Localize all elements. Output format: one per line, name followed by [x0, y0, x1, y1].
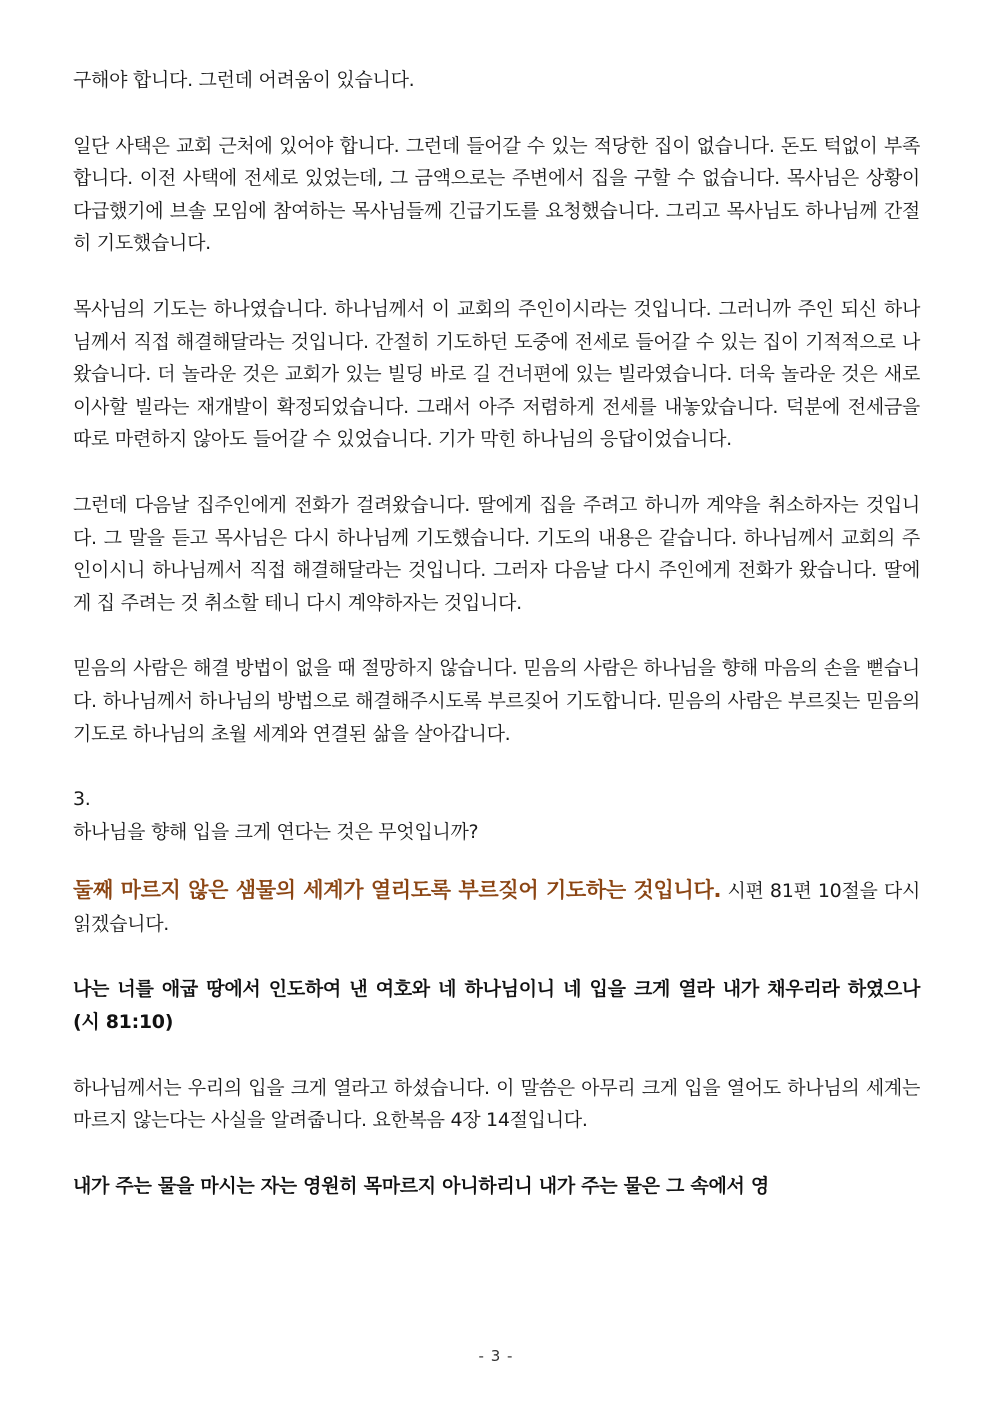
paragraph-4: 그런데 다음날 집주인에게 전화가 걸려왔습니다. 딸에게 집을 주려고 하니까 계약을 취소하자는 것입니다. 그 말을 듣고 목사님은 다시 하나님께 기도했습니다. 기도의 내용은 같습니다. 하나님께서 교회의 주인이시니 하나님께서 직접 해결해달라는 것입니다. 그러자 다음날 다시 주인에게 전화가 왔습니다. 딸에게 집 주려는 것 취소할 테니 다시 계약하자는 것입니다.: [73, 493, 920, 614]
paragraph-5: 믿음의 사람은 해결 방법이 없을 때 절망하지 않습니다. 믿음의 사람은 하나님을 향해 마음의 손을 뻗습니다. 하나님께서 하나님의 방법으로 해결해주시도록 부르짖어 기도합니다. 믿음의 사람은 부르짖는 믿음의 기도로 하나님의 초월 세계와 연결된 삶을 살아갑니다.: [73, 657, 920, 745]
scripture-verse-1: 나는 너를 애굽 땅에서 인도하여 낸 여호와 네 하나님이니 네 입을 크게 열라 내가 채우리라 하였으나 (시 81:10): [73, 978, 920, 1034]
paragraph-2: 일단 사택은 교회 근처에 있어야 합니다. 그런데 들어갈 수 있는 적당한 집이 없습니다. 돈도 턱없이 부족합니다. 이전 사택에 전세로 있었는데, 그 금액으로는 주변에서 집을 구할 수 없습니다. 목사님은 상황이 다급했기에 브솔 모임에 참여하는 목사님들께 긴급기도를 요청했습니다. 그리고 목사님도 하나님께 간절히 기도했습니다.: [73, 134, 920, 255]
paragraph-6: 하나님께서는 우리의 입을 크게 열라고 하셨습니다. 이 말씀은 아무리 크게 입을 열어도 하나님의 세계는 마르지 않는다는 사실을 알려줍니다. 요한복음 4장 14절입니다.: [73, 1076, 920, 1132]
point-tail: 시편 81편 10절을 다시 읽겠습니다.: [73, 880, 920, 935]
section-question: 하나님을 향해 입을 크게 연다는 것은 무엇입니까?: [73, 820, 479, 843]
section-number: 3.: [73, 788, 91, 811]
scripture-verse-2: 내가 주는 물을 마시는 자는 영원히 목마르지 아니하리니 내가 주는 물은 그 속에서 영: [73, 1174, 769, 1197]
point-paragraph: [73, 874, 920, 940]
paragraph-1: 구해야 합니다. 그런데 어려움이 있습니다.: [73, 69, 415, 91]
point-heading: 둘째 마르지 않은 샘물의 세계가 열리도록 부르짖어 기도하는 것입니다.: [73, 878, 722, 903]
page-number: - 3 -: [478, 1347, 514, 1365]
paragraph-3: 목사님의 기도는 하나였습니다. 하나님께서 이 교회의 주인이시라는 것입니다. 그러니까 주인 되신 하나님께서 직접 해결해달라는 것입니다. 간절히 기도하던 도중에 전세로 들어갈 수 있는 집이 기적적으로 나왔습니다. 더 놀라운 것은 교회가 있는 빌딩 바로 길 건너편에 있는 빌라였습니다. 더욱 놀라운 것은 새로 이사할 빌라는 재개발이 확정되었습니다. 그래서 아주 저렴하게 전세를 내놓았습니다. 덕분에 전세금을 따로 마련하지 않아도 들어갈 수 있었습니다. 기가 막힌 하나님의 응답이었습니다.: [73, 297, 920, 451]
document-page: [73, 64, 920, 1202]
